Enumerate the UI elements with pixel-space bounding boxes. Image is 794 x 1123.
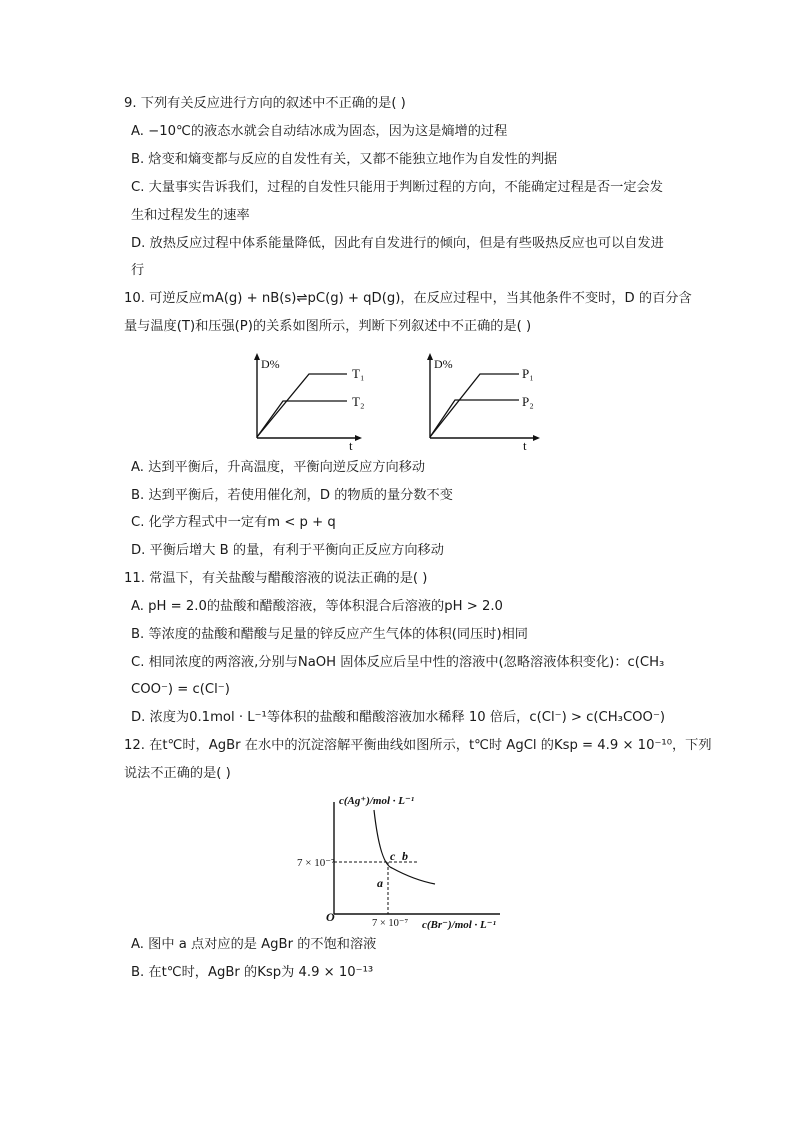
label-p1: P₁: [522, 366, 534, 381]
q12-stem-line2: 说法不正确的是( ): [124, 766, 231, 781]
axis-label-x: c(Br⁻)/mol · L⁻¹: [422, 919, 496, 930]
q9-option-d-line2: 行: [131, 263, 145, 278]
axis-label-x: t: [523, 438, 527, 450]
q12-option-a: A. 图中 a 点对应的是 AgBr 的不饱和溶液: [131, 937, 377, 952]
q10-option-c: C. 化学方程式中一定有m < p + q: [131, 515, 336, 530]
point-b-label: b: [402, 849, 408, 863]
figure-agbr-solubility-curve: [292, 790, 507, 930]
q11-option-c-line2: COO⁻) = c(Cl⁻): [131, 682, 230, 697]
label-p2: P₂: [522, 394, 534, 409]
q9-option-a: A. −10℃的液态水就会自动结冰成为固态，因为这是熵增的过程: [131, 124, 508, 139]
axis-label-y: D%: [261, 357, 280, 371]
q11-option-d: D. 浓度为0.1mol · L⁻¹等体积的盐酸和醋酸溶液加水稀释 10 倍后，c(Cl⁻) > c(CH₃COO⁻): [131, 710, 666, 725]
q9-option-b: B. 焓变和熵变都与反应的自发性有关，又都不能独立地作为自发性的判据: [131, 152, 558, 167]
q12-stem-line1: 12. 在t℃时，AgBr 在水中的沉淀溶解平衡曲线如图所示，t℃时 AgCl 的Ksp = 4.9 × 10⁻¹⁰，下列: [124, 738, 712, 753]
q10-option-b: B. 达到平衡后，若使用催化剂，D 的物质的量分数不变: [131, 488, 453, 503]
curve-p2: [430, 400, 519, 437]
q11-option-c-line1: C. 相同浓度的两溶液,分别与NaOH 固体反应后呈中性的溶液中(忽略溶液体积变化)：c(CH₃: [131, 655, 665, 670]
q9-option-c-line2: 生和过程发生的速率: [131, 208, 250, 223]
q9-option-d-line1: D. 放热反应过程中体系能量降低，因此有自发进行的倾向，但是有些吸热反应也可以自发进: [131, 236, 664, 251]
axis-label-x: t: [349, 438, 353, 450]
q10-option-d: D. 平衡后增大 B 的量，有利于平衡向正反应方向移动: [131, 543, 444, 558]
curve-t2: [257, 401, 347, 437]
curve-t1: [257, 374, 347, 437]
label-t2: T₂: [352, 394, 365, 409]
q12-option-b: B. 在t℃时，AgBr 的Ksp为 4.9 × 10⁻¹³: [131, 965, 374, 980]
x-tick-label: 7 × 10⁻⁷: [372, 918, 409, 929]
q10-stem-line2: 量与温度(T)和压强(P)的关系如图所示，判断下列叙述中不正确的是( ): [124, 319, 532, 334]
q9-stem: 9. 下列有关反应进行方向的叙述中不正确的是( ): [124, 96, 406, 111]
q9-option-c-line1: C. 大量事实告诉我们，过程的自发性只能用于判断过程的方向，不能确定过程是否一定会发: [131, 180, 663, 195]
curve-p1: [430, 374, 519, 437]
q11-stem: 11. 常温下，有关盐酸与醋酸溶液的说法正确的是( ): [124, 571, 428, 586]
q11-option-a: A. pH = 2.0的盐酸和醋酸溶液，等体积混合后溶液的pH > 2.0: [131, 599, 503, 614]
origin-label: O: [326, 910, 335, 924]
figure-d-vs-t-temperature: [245, 350, 370, 450]
point-a-label: a: [377, 876, 383, 890]
y-tick-label: 7 × 10⁻⁷: [297, 857, 335, 869]
axis-label-y: D%: [434, 357, 453, 371]
label-t1: T₁: [352, 366, 365, 381]
curve-saturation: [374, 810, 435, 884]
q10-option-a: A. 达到平衡后，升高温度，平衡向逆反应方向移动: [131, 460, 426, 475]
q10-stem-line1: 10. 可逆反应mA(g) + nB(s)⇌pC(g) + qD(g)，在反应过程中，当其他条件不变时，D 的百分含: [124, 291, 692, 306]
figure-d-vs-t-pressure: [417, 350, 547, 450]
q11-option-b: B. 等浓度的盐酸和醋酸与足量的锌反应产生气体的体积(同压时)相同: [131, 627, 528, 642]
axis-label-y: c(Ag⁺)/mol · L⁻¹: [339, 795, 415, 807]
point-c-label: c: [390, 849, 396, 863]
